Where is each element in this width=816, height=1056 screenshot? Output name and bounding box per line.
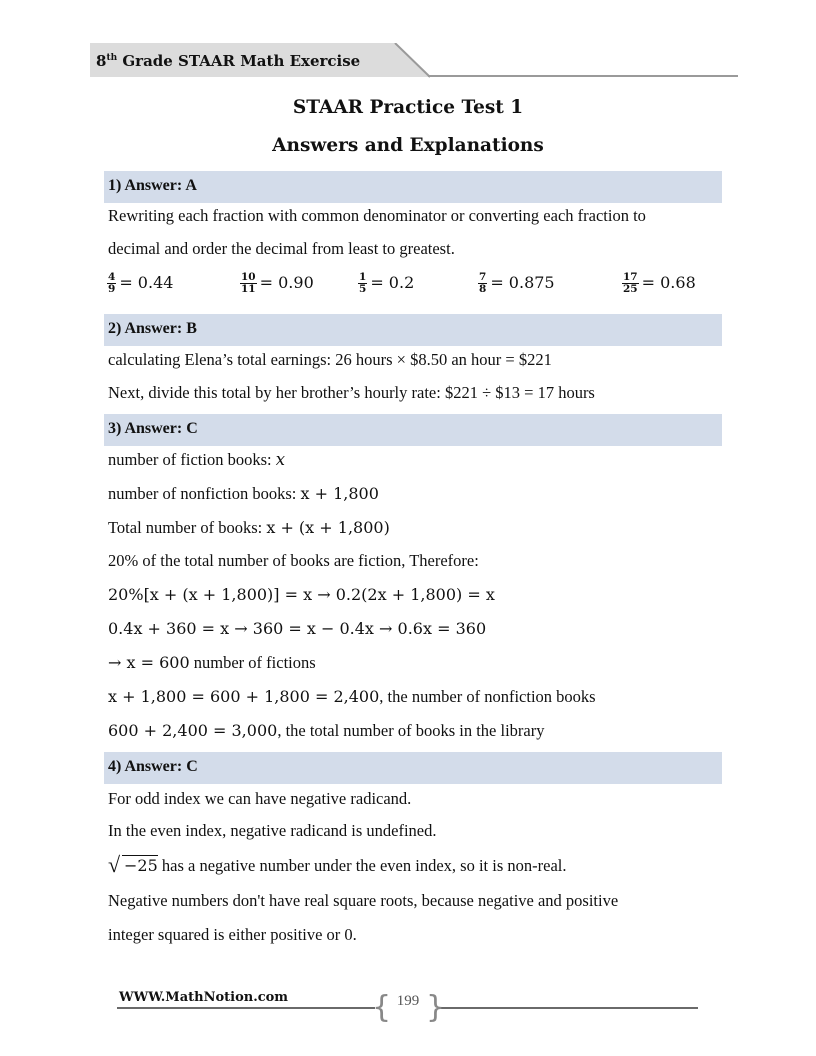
q4-line-4: Negative numbers don't have real square roots, because negative and positive [108,891,619,910]
answer-label-4: 4) Answer: C [108,758,198,775]
q1-text-2: decimal and order the decimal from least to greatest. [108,239,455,258]
square-root: √ −25 [108,852,158,877]
q4-line-1: For odd index we can have negative radicand. [108,789,412,808]
q3-line-7: → x = 600 number of fictions [108,653,316,672]
right-brace-icon: } [426,990,446,1025]
left-brace-icon: { [372,990,392,1025]
q1-fraction-4: $\frac{7}{8}$ = 0.875 [479,271,555,295]
q3-line-8: x + 1,800 = 600 + 1,800 = 2,400, the number of nonfiction books [108,687,596,706]
q3-line-2: number of nonfiction books: x + 1,800 [108,484,379,503]
q1-fraction-2: $\frac{10}{11}$ = 0.90 [241,271,314,295]
q1-text-1: Rewriting each fraction with common denominator or converting each fraction to [108,206,646,225]
q4-line-3: √ −25 has a negative number under the even index, so it is non-real. [108,852,567,877]
answer-label-3: 3) Answer: C [108,420,198,437]
q3-equation-1: 20%[x + (x + 1,800)] = x → 0.2(2x + 1,800) = x [108,585,495,604]
q1-fraction-3: $\frac{1}{5}$ = 0.2 [359,271,415,295]
answer-band-2 [104,314,722,346]
q1-fraction-5: $\frac{17}{25}$ = 0.68 [623,271,696,295]
answer-band-1 [104,171,722,203]
q3-line-3: Total number of books: x + (x + 1,800) [108,518,390,537]
q3-line-4: 20% of the total number of books are fiction, Therefore: [108,551,479,570]
q3-line-9: 600 + 2,400 = 3,000, the total number of books in the library [108,721,545,740]
answer-label-1: 1) Answer: A [108,177,197,194]
q2-text-1: calculating Elena’s total earnings: 26 hours × $8.50 an hour = $221 [108,350,552,369]
answer-band-3 [104,414,722,446]
q3-equation-2: 0.4x + 360 = x → 360 = x − 0.4x → 0.6x = 360 [108,619,487,638]
footer-rule-right [440,1007,698,1009]
header-tab [90,43,430,77]
q4-line-5: integer squared is either positive or 0. [108,925,357,944]
footer-rule-left [117,1007,375,1009]
page-number: 199 [396,993,420,1009]
page-title: STAAR Practice Test 1 [292,97,524,118]
q2-text-2: Next, divide this total by her brother’s hourly rate: $221 ÷ $13 = 17 hours [108,383,595,402]
q3-line-1: number of fiction books: x [108,450,286,469]
footer-url: WWW.MathNotion.com [119,990,289,1005]
header-title: 8th Grade STAAR Math Exercise [96,52,361,70]
page-subtitle: Answers and Explanations [272,135,544,156]
answer-band-4 [104,752,722,784]
answer-label-2: 2) Answer: B [108,320,197,337]
header-rule [428,75,738,77]
q1-fraction-1: $\frac{4}{9}$ = 0.44 [108,271,174,295]
q4-line-2: In the even index, negative radicand is undefined. [108,821,437,840]
